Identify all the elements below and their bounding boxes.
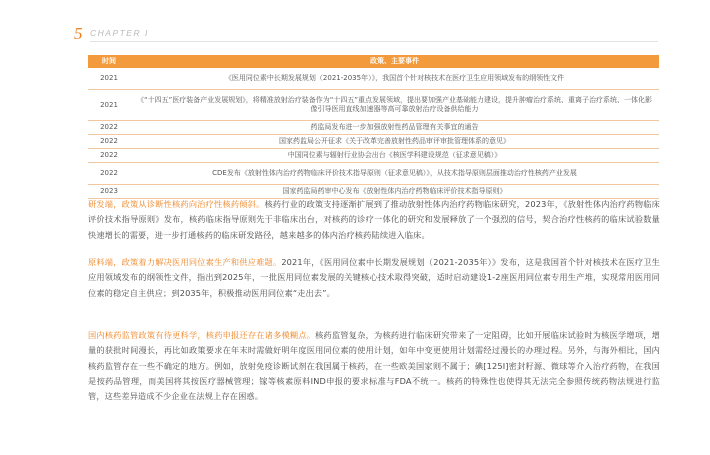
table-row xyxy=(88,149,659,163)
paragraph-raw-material xyxy=(88,255,660,301)
row-event: 《医用同位素中长期发展规划（2021-2035年）》，我国首个针对核技术在医疗卫生应用领域发布的纲领性文件 xyxy=(130,68,659,90)
row-event: 药监局发布进一步加强放射性药品管理有关事宜的通告 xyxy=(130,121,659,135)
row-year: 2021 xyxy=(88,68,130,90)
chapter-label: CHAPTER I xyxy=(90,28,149,38)
row-event: 国家药监局药审中心发布《放射性体内治疗药物临床评价技术指导原则》 xyxy=(130,185,659,199)
table-header-row xyxy=(88,55,659,68)
paragraph-body: 核药监管复杂，为核药进行临床研究带来了一定阻碍，比如开展临床试验时为核医学增项，增量的获批时间漫长，再比如政策要求在年末时需做好明年度医用同位素的使用计划，如年中变更使用计划需经过漫长的办理过程。另外，与海外相比，国内核药监管存在一些不确定的地方。例如，放射免疫诊断试剂在我国属于核药，在一些欧美国家则不属于；碘[125I]密封籽源、微球等介入治疗药物，在我国是按药品管理，而美国将其按医疗器械管理；镓等核素原料IND申报的要求标准与FDA不统一。核药的特殊性也使得其无法完全参照传统药物法规进行监管，这些差异造成不少企业在法规上存在困惑。 xyxy=(88,330,660,402)
paragraph-lead: 国内核药监管政策有待更科学，核药申报还存在诸多模糊点。 xyxy=(88,330,316,340)
row-year: 2022 xyxy=(88,149,130,163)
policy-table xyxy=(88,55,659,199)
row-year: 2022 xyxy=(88,135,130,149)
table-row xyxy=(88,163,659,185)
row-year: 2021 xyxy=(88,90,130,121)
row-year: 2022 xyxy=(88,163,130,185)
table-row xyxy=(88,121,659,135)
page-header xyxy=(0,0,710,43)
table-row xyxy=(88,68,659,90)
paragraph-rd xyxy=(88,197,660,243)
row-year: 2022 xyxy=(88,121,130,135)
row-event: 国家药监局公开征求《关于改革完善放射性药品审评审批管理体系的意见》 xyxy=(130,135,659,149)
header-divider xyxy=(90,41,658,42)
paragraph-body: 核药行业的政策支持逐渐扩展到了推动放射性体内治疗药物临床研究，2023年，《放射性体内治疗药物临床评价技术指导原则》发布，核药临床指导原则先于非临床出台，对核药的诊疗一体化的研究和发展释放了一个强烈的信号，契合治疗性核药的临床试验数量快速增长的需要，进一步打通核药的临床研发路径，越来越多的体内治疗核药陆续进入临床。 xyxy=(88,199,660,240)
table-row xyxy=(88,90,659,121)
row-year: 2023 xyxy=(88,185,130,199)
paragraph-lead: 研发端，政策从诊断性核药向治疗性核药倾斜。 xyxy=(88,199,265,209)
row-event: 《“十四五”医疗装备产业发展规划》，将精准放射治疗装备作为“十四五”重点发展领域，提出要加强产业基础能力建设，提升肿瘤治疗系统、重离子治疗系统、一体化影像引导医用直线加速器等高可靠放射治疗设备供给能力 xyxy=(130,90,659,121)
table-row xyxy=(88,135,659,149)
column-header-year: 时间 xyxy=(88,55,130,68)
page-number: 5 xyxy=(74,24,83,43)
row-event: CDE发布《放射性体内治疗药物临床评价技术指导原则（征求意见稿）》，从技术指导原则层面推动治疗性核药产业发展 xyxy=(130,163,659,185)
column-header-event: 政策、主要事件 xyxy=(130,55,659,68)
paragraph-lead: 原料端，政策着力解决医用同位素生产和供应难题。 xyxy=(88,257,282,267)
paragraph-regulation xyxy=(88,328,660,404)
paragraph-body: 2021年，《医用同位素中长期发展规划（2021-2035年）》发布，这是我国首个针对核技术在医疗卫生应用领域发布的纲领性文件，指出到2025年，一批医用同位素发展的关键核心技术取得突破，适时启动建设1-2座医用同位素专用生产堆，实现常用医用同位素的稳定自主供应；到2035年，积极推动医用同位素“走出去”。 xyxy=(88,257,661,298)
row-event: 中国同位素与辐射行业协会出台《核医学科建设规范（征求意见稿）》 xyxy=(130,149,659,163)
